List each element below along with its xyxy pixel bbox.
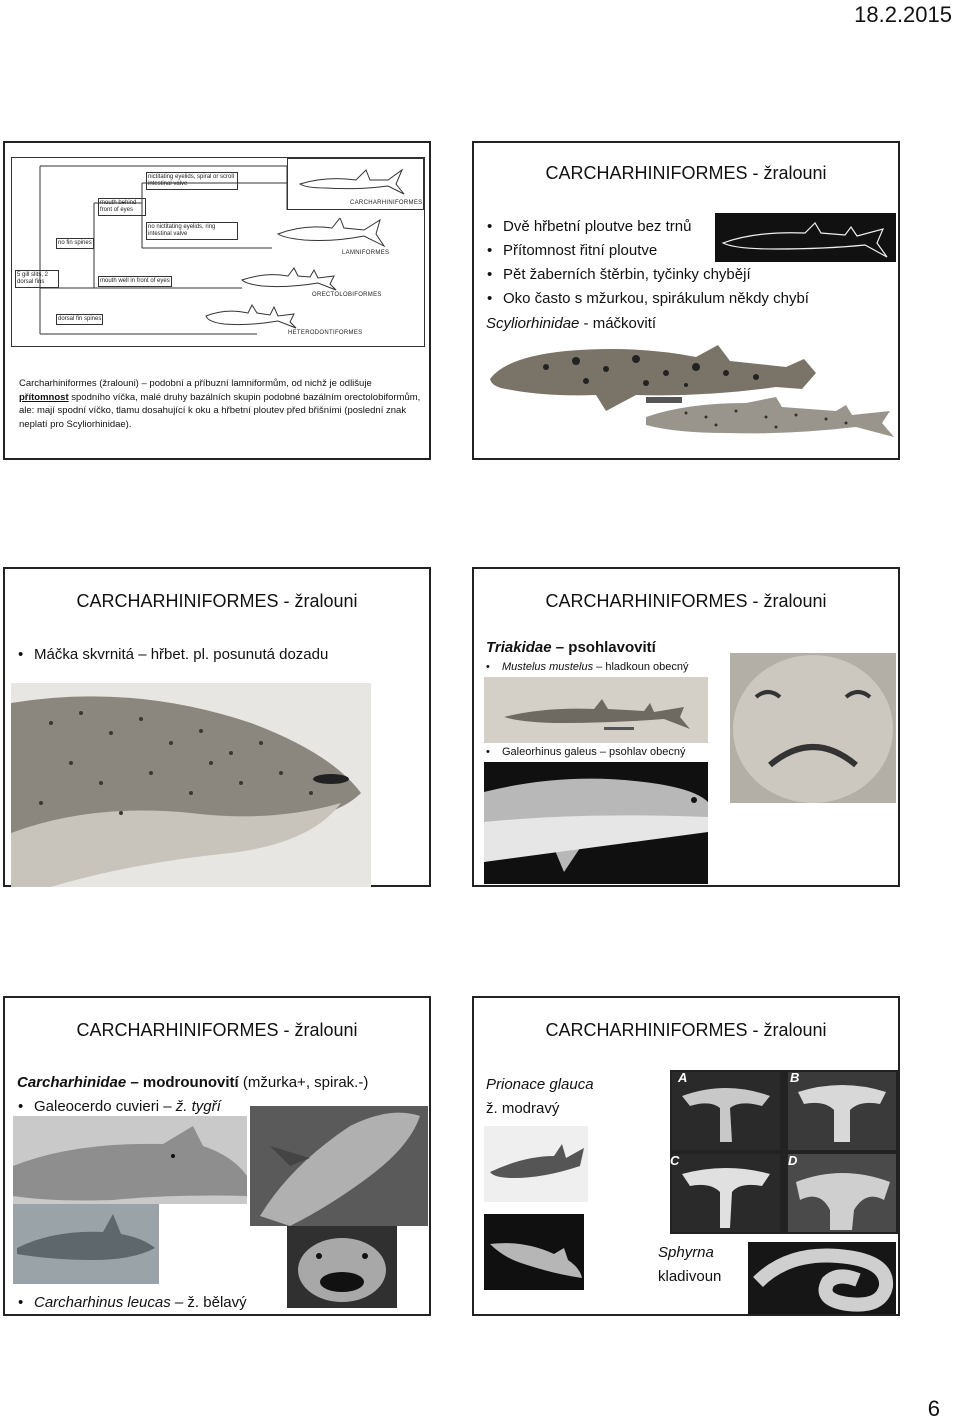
prionace-common: ž. modravý [486,1100,560,1117]
shark-sketch-orectolobiform [238,266,338,292]
slide-5-bullet-1 [34,1098,221,1115]
slide-2-bullet-3: • Pět žaberních štěrbin, tyčinky chybějí [503,266,751,283]
slide-3 [3,567,431,887]
species-name: Mustelus mustelus [502,661,594,673]
slide-2-bullet-4: • Oko často s mžurkou, spirákulum někdy chybí [503,290,809,307]
family-name: Scyliorhinidae [486,315,580,332]
label-mouth-behind: mouth behind front of eyes [98,198,146,216]
tiger-shark-photo-2 [250,1106,428,1226]
page-number: 6 [927,1396,940,1421]
sphyrna-common: kladivoun [658,1268,722,1285]
label-no-nictitating: no nictitating eyelids, ring intestinal valve [146,222,238,240]
slide-5 [3,996,431,1316]
label-dorsal-fin-spines: dorsal fin spines [56,314,103,325]
description-part-a: Carcharhiniformes (žralouni) – podobní a příbuzní lamniformům, od nichž je odlišuje [19,378,372,389]
panel-letter-c: C [670,1153,680,1168]
mustelus-photo [484,677,708,743]
order-lamniformes: LAMNIFORMES [342,250,390,256]
slide-6 [472,996,900,1316]
bull-shark-photo [13,1204,159,1284]
family-note: (mžurka+, spirak.-) [238,1074,369,1091]
hammerhead-grid-photo [670,1070,898,1234]
prionace-name: Prionace glauca [486,1076,594,1093]
panel-letter-a: A [678,1070,688,1085]
scyliorhinus-photos [486,337,896,455]
shark-mouth-ventral-photo [730,653,896,803]
scyliorhinus-sketch-photo [715,213,896,262]
hammerhead-curled-photo [748,1242,896,1314]
slide-4-family [486,639,656,656]
order-heterodontiformes: HETERODONTIFORMES [288,330,363,336]
order-carcharhiniformes: CARCHARHINIFORMES [350,200,423,206]
slide-6-title: CARCHARHINIFORMES - žralouni [545,1020,827,1040]
family-name: Carcharhinidae [17,1074,127,1091]
panel-letter-b: B [790,1070,800,1085]
sphyrna-name: Sphyrna [658,1244,714,1261]
slide-3-title: CARCHARHINIFORMES - žralouni [76,591,358,611]
slide-4 [472,567,900,887]
label-no-fin-spines: no fin spines [56,238,94,249]
slide-4-bullet-1 [502,661,689,673]
scyliorhinus-head-photo [11,683,371,887]
family-common: - máčkovití [579,315,657,332]
shark-sketch-carcharhiniform [296,168,406,198]
slide-3-bullet: • Máčka skvrnitá – hřbet. pl. posunutá dozadu [34,646,328,663]
order-orectolobiformes: ORECTOLOBIFORMES [312,292,382,298]
label-mouth-well-front: mouth well in front of eyes [98,276,172,287]
slide-2-family [486,315,656,332]
tiger-shark-common: ž. tygří [175,1098,221,1115]
shark-sketch-lamniform [274,218,386,248]
tiger-shark-photo-1 [13,1116,247,1204]
slide-2-bullet-1: • Dvě hřbetní ploutve bez trnů [503,218,691,235]
slide-2-title: CARCHARHINIFORMES - žralouni [545,163,827,183]
tiger-shark-name: Galeocerdo cuvieri – [34,1098,176,1115]
slide-2-bullet-2: • Přítomnost řitní ploutve [503,242,657,259]
family-common: – modrounovití [126,1074,239,1091]
panel-letter-d: D [788,1153,798,1168]
slide-4-bullet-2: • Galeorhinus galeus – psohlav obecný [502,746,685,758]
slide-5-title: CARCHARHINIFORMES - žralouni [76,1020,358,1040]
phylogeny-diagram [11,157,425,347]
date: 18.2.2015 [854,2,952,27]
slide-5-bullet-2 [34,1294,247,1311]
description-emphasis: přítomnost [19,391,69,403]
blue-shark-photo-1 [484,1126,588,1202]
galeorhinus-photo [484,762,708,884]
slide-2 [472,141,900,460]
slide-1 [3,141,431,460]
description-part-c: spodního víčka, malé druhy bazálních skupin podobné bazálním orectolobiformům, ale: mají spodní víčko, tlamu dosahující k oku a hřbetní ploutev před břišními (poslední znak neplatí pro Scyliorhinidae). [19,391,421,430]
species-common: – hladkoun obecný [593,661,689,673]
slide-5-family [17,1074,368,1091]
family-name: Triakidae [486,639,552,656]
bull-shark-common: – ž. bělavý [170,1294,247,1311]
slide-4-title: CARCHARHINIFORMES - žralouni [545,591,827,611]
label-nictitating: nictitating eyelids, spiral or scroll intestinal valve [146,172,238,190]
label-gill-slits: 5 gill slits, 2 dorsal fins [15,270,59,288]
blue-shark-photo-2 [484,1214,584,1290]
slide-1-description [19,377,423,431]
bull-shark-name: Carcharhinus leucas [34,1294,171,1311]
shark-sketch-heterodontiform [202,304,298,330]
family-common: – psohlavovití [551,639,656,656]
bull-shark-face-photo [287,1226,397,1308]
